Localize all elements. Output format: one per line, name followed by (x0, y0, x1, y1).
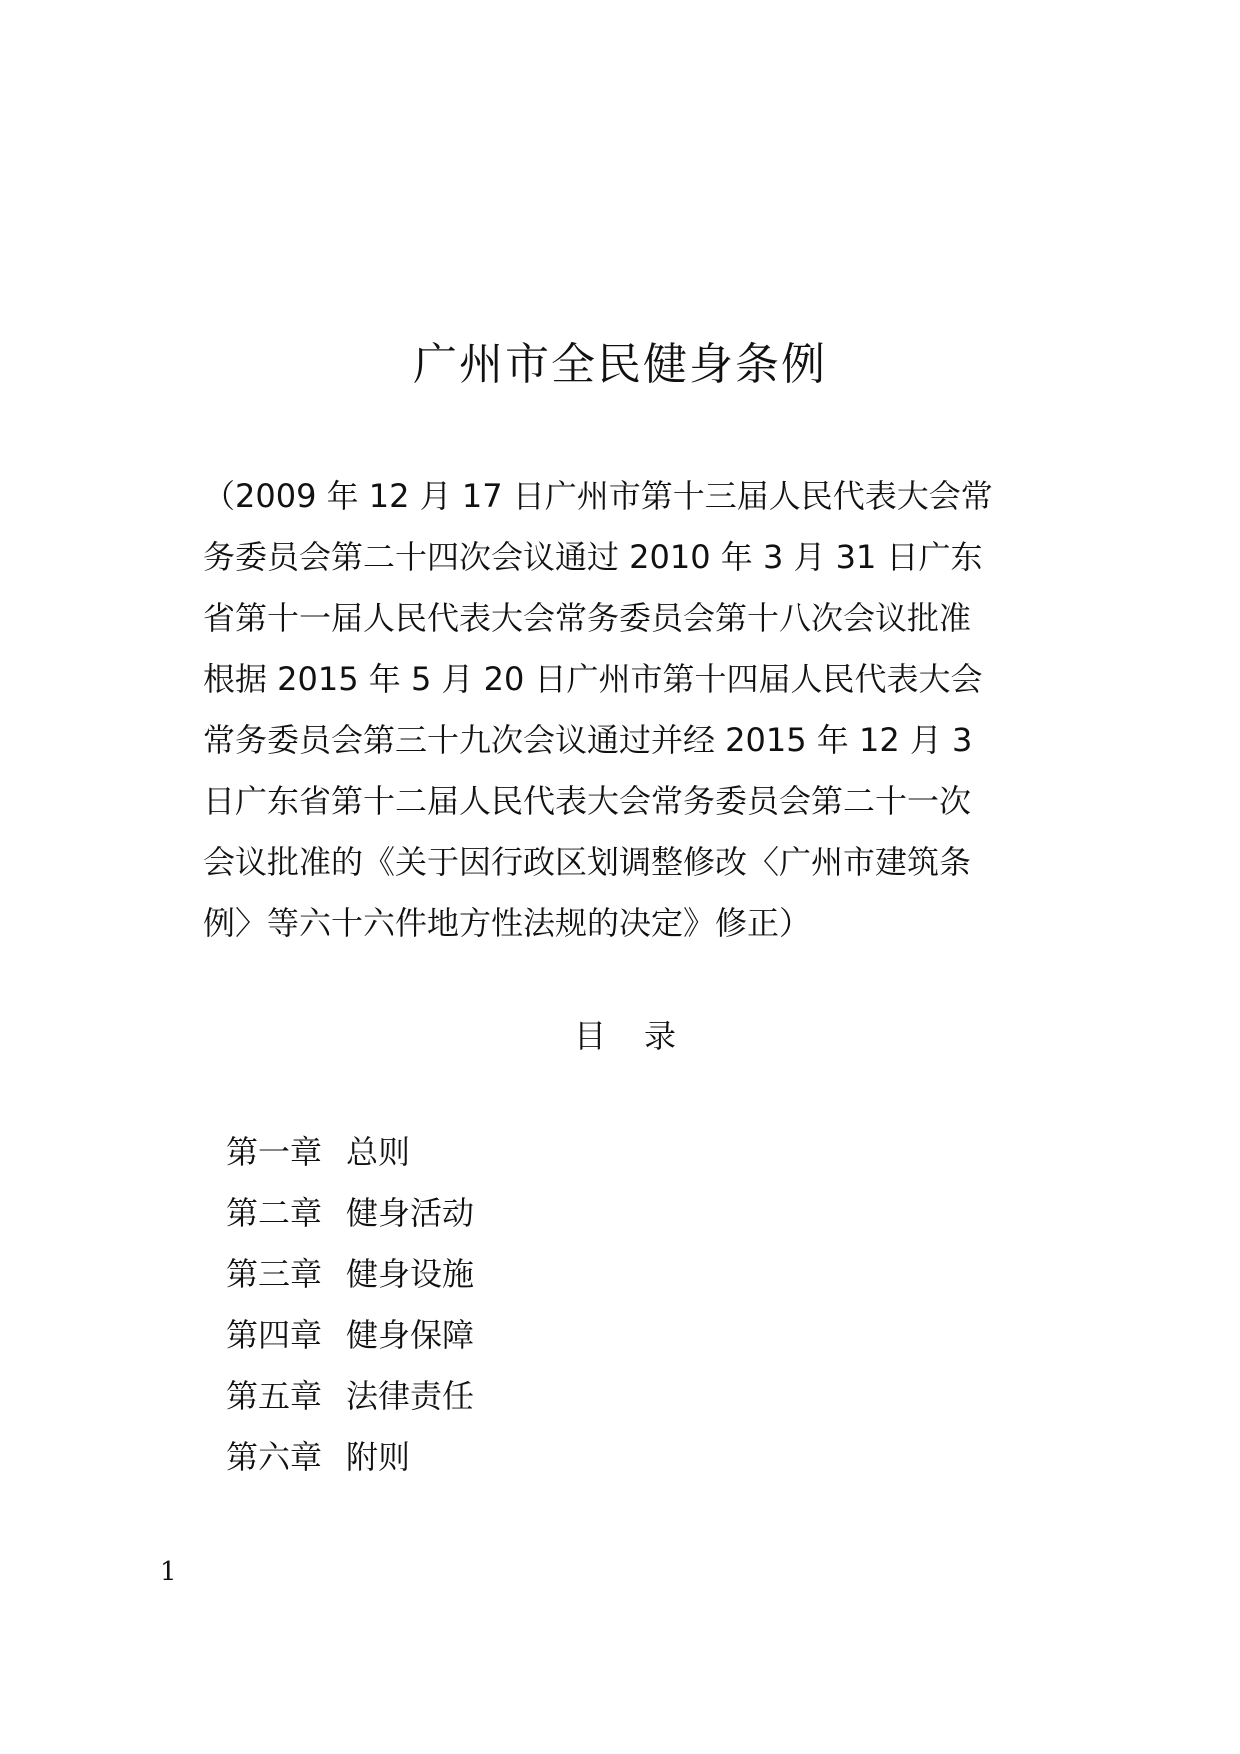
enactment-note-line: 常务委员会第三十九次会议通过并经 2015 年 12 月 3 (203, 721, 973, 759)
toc-chapter-number: 第三章 (226, 1255, 323, 1293)
toc-item (226, 1366, 474, 1427)
enactment-note-line: 根据 2015 年 5 月 20 日广州市第十四届人民代表大会 (203, 660, 983, 698)
toc-chapter-number: 第五章 (226, 1377, 323, 1415)
enactment-note-line: （2009 年 12 月 17 日广州市第十三届人民代表大会常 (203, 477, 993, 515)
toc-item (226, 1305, 474, 1366)
toc-item (226, 1244, 474, 1305)
toc-chapter-title: 法律责任 (346, 1377, 475, 1415)
toc-chapter-number: 第四章 (226, 1316, 323, 1354)
toc-chapter-number: 第二章 (226, 1194, 323, 1232)
enactment-note-line: 省第十一届人民代表大会常务委员会第十八次会议批准 (203, 599, 972, 637)
toc-chapter-title: 总则 (346, 1133, 411, 1171)
page-number: 1 (160, 1557, 177, 1587)
document-title: 广州市全民健身条例 (413, 339, 827, 390)
toc-chapter-number: 第六章 (226, 1438, 323, 1476)
toc-item (226, 1122, 474, 1183)
toc-chapter-title: 附则 (346, 1438, 411, 1476)
enactment-note-line: 会议批准的《关于因行政区划调整修改〈广州市建筑条 (203, 843, 972, 881)
enactment-note-line: 务委员会第二十四次会议通过 2010 年 3 月 31 日广东 (203, 538, 983, 576)
toc-chapter-title: 健身活动 (346, 1194, 475, 1232)
toc-chapter-title: 健身保障 (346, 1316, 475, 1354)
table-of-contents (226, 1122, 474, 1488)
toc-heading: 目录 (573, 1017, 714, 1055)
enactment-note-line: 日广东省第十二届人民代表大会常务委员会第二十一次 (203, 782, 972, 820)
toc-item (226, 1427, 474, 1488)
enactment-note-line: 例〉等六十六件地方性法规的决定》修正） (203, 904, 812, 942)
toc-chapter-title: 健身设施 (346, 1255, 475, 1293)
toc-item (226, 1183, 474, 1244)
toc-chapter-number: 第一章 (226, 1133, 323, 1171)
enactment-note (203, 466, 1033, 954)
